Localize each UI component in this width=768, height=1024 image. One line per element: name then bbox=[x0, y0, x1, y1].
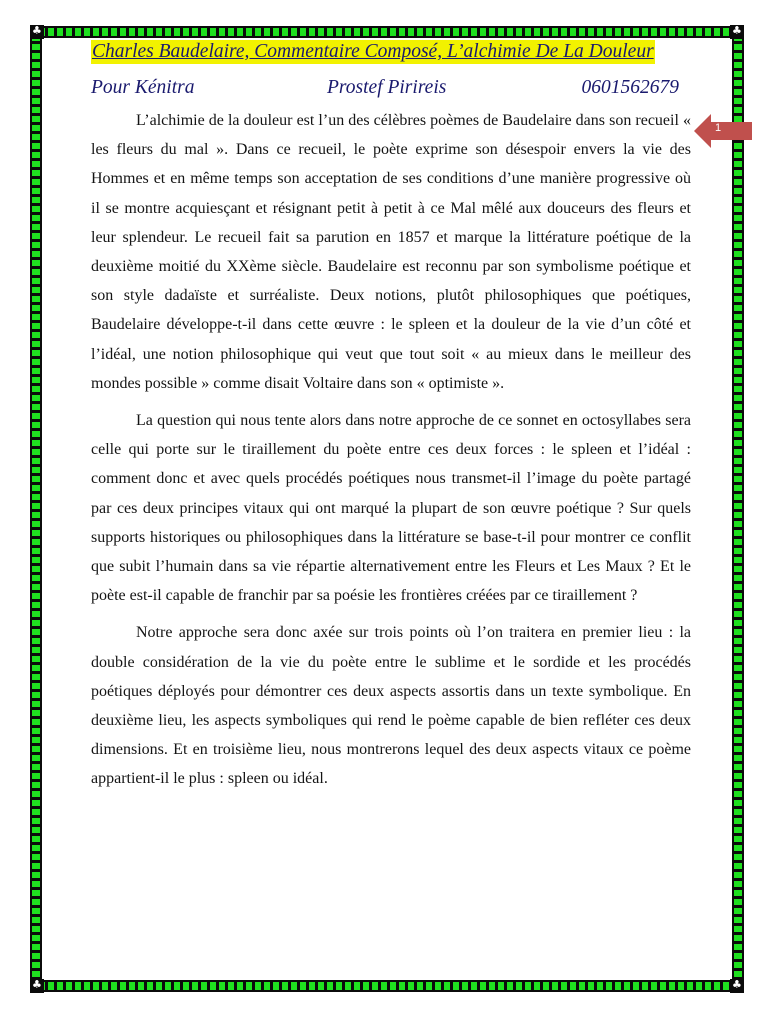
subheader-left: Pour Kénitra bbox=[91, 77, 195, 98]
club-corner-icon bbox=[730, 25, 744, 39]
border-top bbox=[30, 26, 744, 38]
club-corner-icon bbox=[730, 979, 744, 993]
page-number-arrow-icon bbox=[694, 114, 752, 148]
subheader-center: Prostef Pirireis bbox=[327, 77, 447, 98]
border-bottom bbox=[30, 980, 744, 992]
border-right bbox=[732, 26, 744, 992]
paragraph-1: L’alchimie de la douleur est l’un des célèbres poèmes de Baudelaire dans son recueil « les fleurs du mal ». Dans ce recueil, le poète exprime son désespoir envers la vie des Hommes et en même temps son acceptation de ses conditions d’une manière progressive où il se montre acquiesçant et résignant petit à petit à ce Mal mêlé aux douceurs des fleurs et leur splendeur. Le recueil fait sa parution en 1857 et marque la littérature poétique de la deuxième moitié du XXème siècle. Baudelaire est reconnu par son symbolisme poétique et son style dadaïste et surréaliste. Deux notions, plutôt philosophiques que poétiques, Baudelaire développe-t-il dans cette œuvre : le spleen et la douleur de la vie d’un côté et l’idéal, une notion philosophique qui veut que tout soit « au mieux dans le meilleur des mondes possible » comme disait Voltaire dans son « optimiste ». bbox=[91, 112, 691, 392]
paragraph-2: La question qui nous tente alors dans notre approche de ce sonnet en octosyllabes sera celle qui porte sur le tiraillement du poète entre ces deux forces : le spleen et l’idéal : comment donc et avec quels procédés poétiques nous transmet-il l’image du poète partagé par ces deux principes vitaux qui ont marqué la plupart de son œuvre poétique ? Sur quels supports historiques ou philosophiques dans la littérature se base-t-il pour montrer ce conflit que subit l’humain dans sa vie répartie alternativement entre les Fleurs et Les Maux ? Et le poète est-il capable de franchir par sa poésie les frontières créées par ce tiraillement ? bbox=[91, 412, 691, 605]
document-body bbox=[91, 106, 691, 802]
subheader-right: 0601562679 bbox=[581, 77, 679, 98]
page-number: 1 bbox=[715, 122, 722, 134]
paragraph-3: Notre approche sera donc axée sur trois points où l’on traitera en premier lieu : la double considération de la vie du poète entre le sublime et le sordide et les procédés poétiques déployés pour démontrer ces deux aspects assortis dans un texte symbolique. En deuxième lieu, les aspects symboliques qui rend le poème capable de bien refléter ces deux dimensions. Et en troisième lieu, nous montrerons lequel des deux aspects vitaux ce poème appartient-il le plus : spleen ou idéal. bbox=[91, 624, 691, 788]
border-left bbox=[30, 26, 42, 992]
club-corner-icon bbox=[30, 25, 44, 39]
document-title: Charles Baudelaire, Commentaire Composé, L’alchimie De La Douleur bbox=[92, 41, 654, 62]
page-number-marker bbox=[694, 114, 752, 148]
club-corner-icon bbox=[30, 979, 44, 993]
